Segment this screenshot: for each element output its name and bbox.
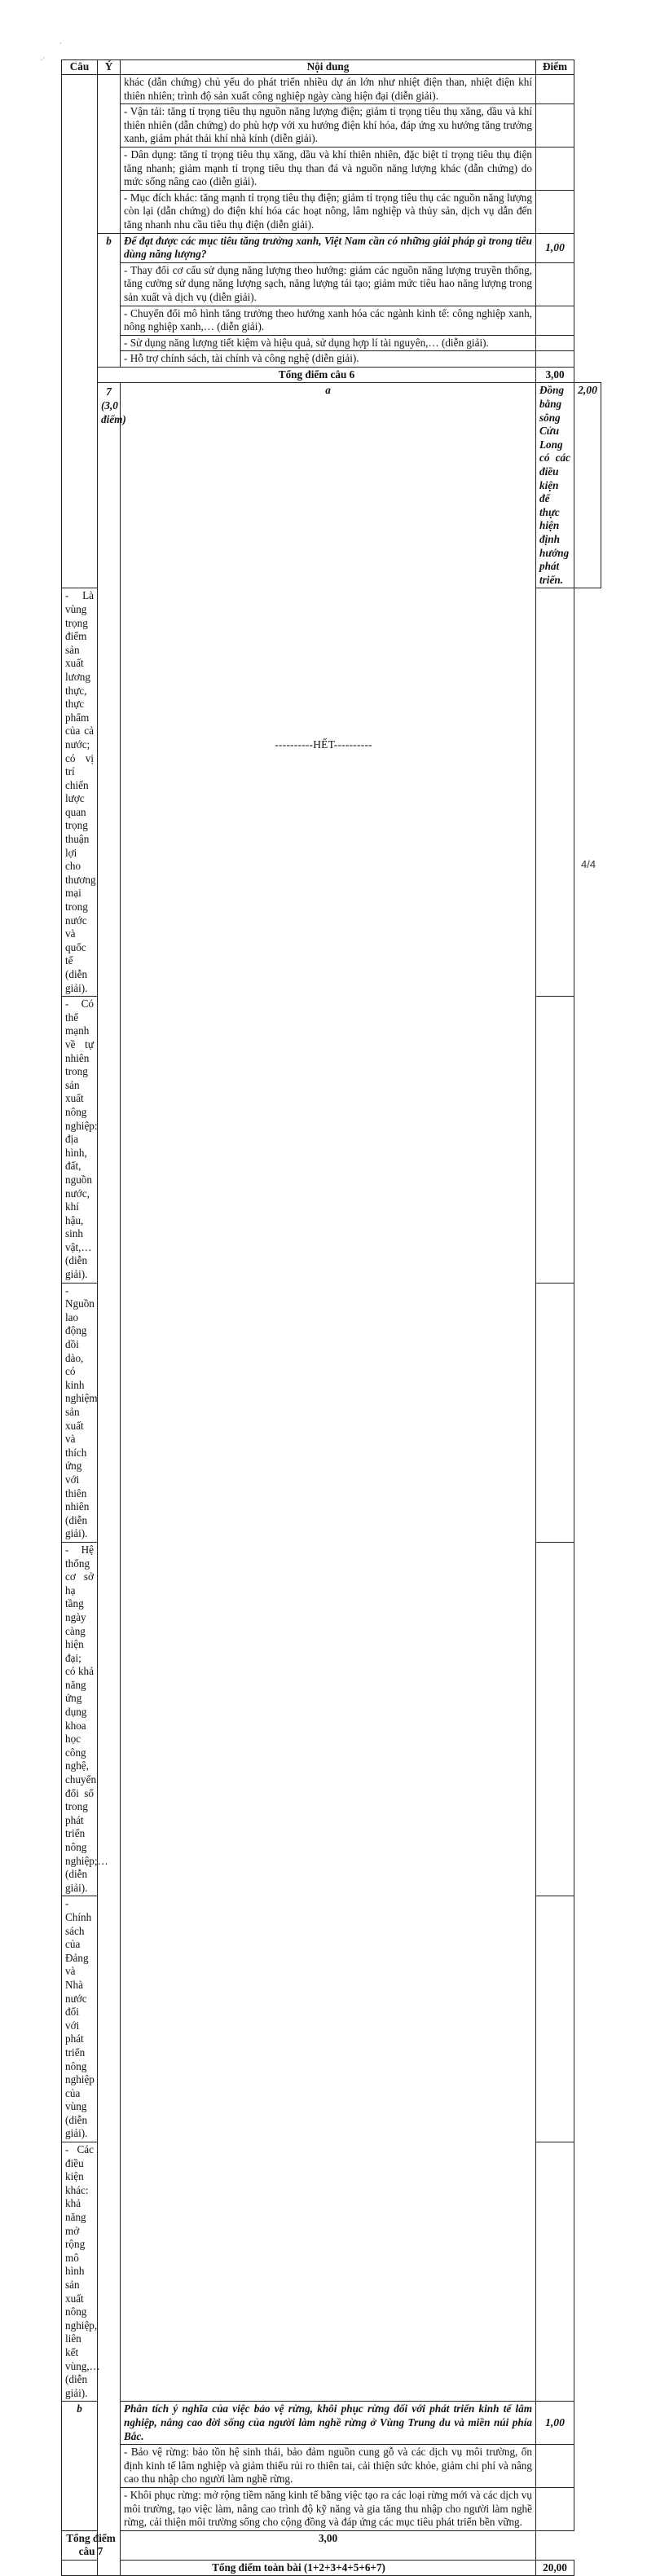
score-cell — [536, 2445, 574, 2488]
total-row-7 — [62, 2530, 601, 2560]
question-title: Phân tích ý nghĩa của việc bảo vệ rừng, khôi phục rừng đối với phát triển kinh tế lâm nghiệp, nâng cao đời sống của người làm nghề rừng ở Vùng Trung du và miền núi phía Bắc. — [121, 2402, 536, 2445]
score-cell — [536, 997, 574, 1283]
score-cell — [536, 2487, 574, 2530]
content-cell: - Hỗ trợ chính sách, tài chính và công nghệ (diễn giải). — [121, 351, 536, 368]
table-row — [62, 104, 601, 148]
score-cell — [536, 1896, 574, 2142]
score-cell: 2,00 — [574, 383, 601, 588]
total-7-label: Tổng điểm câu 7 — [62, 2530, 121, 2560]
table-row — [62, 147, 601, 190]
score-cell — [536, 351, 574, 368]
content-cell: - Dân dụng: tăng tỉ trọng tiêu thụ xăng, dầu và khí thiên nhiên, đặc biệt tỉ trọng tiêu thụ điện tăng nhanh; giảm mạnh tỉ trọng tiêu thụ than đá và nguồn năng lượng khác (dẫn chứng) do mức sống nâng cao (diễn giải). — [121, 147, 536, 190]
content-cell: - Nguồn lao động dồi dào, có kinh nghiệm sản xuất và thích ứng với thiên nhiên (diễn giải). — [62, 1283, 98, 1542]
question-title: Đồng bằng sông Cửu Long có các điều kiện để thực hiện định hướng phát triển. — [536, 383, 574, 588]
total-6-value: 3,00 — [536, 367, 574, 383]
table-row — [62, 306, 601, 335]
content-cell: - Chuyển đổi mô hình tăng trưởng theo hướng xanh hóa các ngành kinh tế: công nghiệp xanh, nông nghiệp xanh,… (diễn giải). — [121, 306, 536, 335]
content-cell: - Có thế mạnh về tự nhiên trong sản xuất nông nghiệp: địa hình, đất, nguồn nước, khí hậu, sinh vật,… (diễn giải). — [62, 997, 98, 1283]
content-cell: - Bảo vệ rừng: bảo tồn hệ sinh thái, bảo đảm nguồn cung gỗ và các dịch vụ môi trường, ổn định kinh tế lâm nghiệp và giảm thiểu rủi ro thiên tai, cải thiện sức khỏe, giảm chi phí và nâng cao thu nhập cho người làm nghề rừng. — [121, 2445, 536, 2488]
question-number: 7 — [106, 385, 112, 399]
score-cell — [536, 104, 574, 148]
y-7a-cell: a — [121, 383, 536, 2402]
score-cell: 1,00 — [536, 233, 574, 262]
table-row — [62, 351, 601, 368]
question-points-unit: điểm) — [101, 413, 126, 426]
score-cell: 1,00 — [536, 2402, 574, 2445]
score-cell — [536, 75, 574, 104]
total-row-6 — [62, 367, 601, 383]
scan-speck: .· — [41, 54, 46, 62]
score-cell — [536, 588, 574, 997]
header-cau: Câu — [62, 60, 98, 75]
content-cell: - Vận tải: tăng tỉ trọng tiêu thụ nguồn năng lượng điện; giảm tỉ trọng tiêu thụ xăng, dầu và khí thiên nhiên (dẫn chứng) do phù hợp với xu hướng điện khí hóa, đáp ứng xu hướng tăng trưởng xanh, giảm phát thải khí nhà kính (diễn giải). — [121, 104, 536, 148]
table-row — [62, 190, 601, 233]
score-cell — [536, 190, 574, 233]
y-7b-cell: b — [62, 2402, 98, 2530]
header-noi-dung: Nội dung — [121, 60, 536, 75]
header-y: Ý — [98, 60, 121, 75]
content-cell: khác (dẫn chứng) chủ yếu do phát triển nhiều dự án lớn như nhiệt điện than, nhiệt điện khí thiên nhiên; trình độ sản xuất công nghiệp ngày càng hiện đại (diễn giải). — [121, 75, 536, 104]
table-row — [62, 75, 601, 104]
grand-total-value: 20,00 — [536, 2560, 574, 2576]
content-cell: - Khôi phục rừng: mở rộng tiềm năng kinh tế bằng việc tạo ra các loại rừng mới và các dịch vụ môi trường, tạo việc làm, nâng cao trình độ kỹ năng và gia tăng thu nhập cho người làm nghề rừng, cải thiện môi trường sống cho cộng đồng và đáp ứng các mục tiêu phát triển bền vững. — [121, 2487, 536, 2530]
y-6a-cell — [98, 75, 121, 234]
score-cell — [536, 2142, 574, 2402]
score-cell — [536, 1283, 574, 1542]
content-cell: - Chính sách của Đảng và Nhà nước đối với phát triển nông nghiệp của vùng (diễn giải). — [62, 1896, 98, 2142]
cau-7-cell — [98, 383, 126, 2576]
table-row — [62, 2402, 601, 2445]
scan-speck: · — [59, 39, 62, 47]
table-row — [62, 2445, 601, 2488]
table-row — [62, 335, 601, 351]
content-cell: - Sử dụng năng lượng tiết kiệm và hiệu quả, sử dụng hợp lí tài nguyên,… (diễn giải). — [121, 335, 536, 351]
header-diem: Điểm — [536, 60, 574, 75]
table-row — [62, 233, 601, 262]
page-number: 4/4 — [581, 858, 596, 870]
table-row — [62, 2487, 601, 2530]
y-6b-cell: b — [98, 233, 121, 367]
question-points: (3,0 — [101, 399, 118, 412]
score-cell — [536, 335, 574, 351]
total-7-value: 3,00 — [121, 2530, 536, 2560]
score-cell — [536, 306, 574, 335]
table-row — [62, 262, 601, 306]
cau-6-cell — [62, 75, 98, 588]
content-cell: - Mục đích khác: tăng mạnh tỉ trọng tiêu thụ điện; giảm tỉ trọng tiêu thụ các nguồn năng lượng còn lại (dẫn chứng) do điện khí hóa các hoạt nông, lâm nghiệp và thủy sản, dịch vụ dẫn đến tăng nhanh nhu cầu tiêu thụ điện (diễn giải). — [121, 190, 536, 233]
content-cell: - Các điều kiện khác: khả năng mở rộng mô hình sản xuất nông nghiệp, liên kết vùng,… (diễn giải). — [62, 2142, 98, 2402]
score-cell — [536, 1542, 574, 1896]
content-cell: - Thay đổi cơ cấu sử dụng năng lượng theo hướng: giảm các nguồn năng lượng truyền thống, tăng cường sử dụng năng lượng sạch, năng lượng tái tạo; giảm mức tiêu hao năng lượng trong sản xuất và dịch vụ (diễn giải). — [121, 262, 536, 306]
end-mark: ----------HẾT---------- — [275, 738, 372, 751]
score-cell — [536, 147, 574, 190]
content-cell: - Hệ thống cơ sở hạ tầng ngày càng hiện đại; có khả năng ứng dụng khoa học công nghệ, chuyển đổi số trong phát triển nông nghiệp;… (diễn giải). — [62, 1542, 98, 1896]
question-title: Để đạt được các mục tiêu tăng trưởng xanh, Việt Nam cần có những giải pháp gì trong tiêu dùng năng lượng? — [121, 233, 536, 262]
answer-key-table-wrapper — [61, 59, 601, 2576]
total-6-label: Tổng điểm câu 6 — [98, 367, 536, 383]
score-cell — [536, 262, 574, 306]
content-cell: - Là vùng trọng điểm sản xuất lương thực, thực phẩm của cả nước; có vị trí chiến lược quan trọng thuận lợi cho thương mại trong nước và quốc tế (diễn giải). — [62, 588, 98, 997]
table-header-row — [62, 60, 601, 75]
answer-key-table — [61, 59, 601, 2576]
table-row — [62, 383, 601, 588]
grand-total-row — [62, 2560, 601, 2576]
grand-total-label: Tổng điểm toàn bài (1+2+3+4+5+6+7) — [62, 2560, 536, 2576]
